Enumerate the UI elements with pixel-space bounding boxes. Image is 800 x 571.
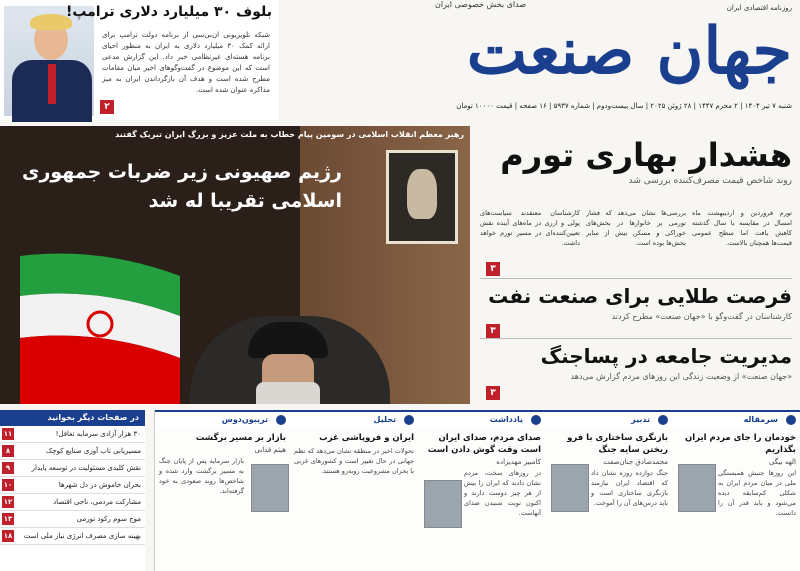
photo-headline[interactable]: رژیم صهیونی زیر ضربات جمهوری اسلامی تقریبا له شد <box>22 161 342 212</box>
column-headline[interactable]: ایران و فروپاشی غرب <box>319 433 414 443</box>
page-number: ۸ <box>2 445 14 457</box>
third-headline[interactable]: مدیریت جامعه در پساجنگ <box>540 344 792 368</box>
lead-col: بررسی‌ها نشان می‌دهد که فشار تورمی بر خانوارها در بخش‌های خوراکی و مسکن بیش از سایر بخش‌ها بوده است. <box>586 209 686 247</box>
index-text: بهینه سازی مصرف انرژی نیاز ملی است <box>23 532 141 540</box>
page-number: ۱۲ <box>3 498 13 506</box>
second-story[interactable] <box>480 284 792 321</box>
column-author: الهه بیگی <box>768 458 796 466</box>
column-body: جنگ دوازده روزه نشان داد که اقتصاد ایران نیازمند بازنگری ساختاری است و باید درس‌های آن را آموخت. <box>591 469 668 507</box>
bullet-icon <box>404 415 414 425</box>
index-item[interactable] <box>0 494 145 511</box>
section-label: تدبیر <box>631 415 650 424</box>
index-item[interactable] <box>0 511 145 528</box>
column-author: کامبیز مهدیزاده <box>496 458 541 466</box>
column-analysis[interactable] <box>289 410 418 571</box>
column-headline[interactable]: خودمان را جای مردم ایران بگذاریم <box>685 433 796 455</box>
index-item[interactable] <box>0 460 145 477</box>
trump-photo <box>4 6 94 116</box>
column-tribune[interactable] <box>154 410 290 571</box>
trump-body: شبکه تلویزیونی ان‌بی‌سی از برنامه دولت ترامپ برای ارائه کمک ۳۰ میلیارد دلاری به ایران به منظور احیای برنامه هسته‌ای غیرنظامی خبر داد. این گزارش مدعی است که این موضوع در گفت‌وگوهای اخیر میان مقامات مطرح شده است و هدف آن بازگرداندن ایران به میز مذاکره عنوان شده است. <box>102 31 270 94</box>
section-label: تحلیل <box>373 415 396 424</box>
page-number: ۱۱ <box>3 430 13 438</box>
main-photo[interactable] <box>0 126 470 404</box>
index-list <box>0 426 145 545</box>
section-label: تریبون‌دوس <box>221 415 268 424</box>
newspaper-logo[interactable]: جهان صنعت <box>466 14 792 89</box>
column-body: تحولات اخیر در منطقه نشان می‌دهد که نظم جهانی در حال تغییر است و کشورهای غربی با بحران مشروعیت روبه‌رو هستند. <box>294 447 414 475</box>
column-tadbir[interactable] <box>544 410 672 571</box>
second-subhead: کارشناسان در گفت‌وگو با «جهان صنعت» مطرح کردند <box>611 312 792 321</box>
section-header <box>672 410 800 428</box>
iran-flag-icon <box>20 246 180 404</box>
page-ref: ۳ <box>486 324 500 338</box>
dateline: شنبه ۷ تیر ۱۴۰۴ | ۲ محرم ۱۴۴۷ | ۲۸ ژوئن ۲۰۲۵ | سال بیست‌ودوم | شماره ۵۹۳۷ | ۱۶ صفحه | قیمت ۱۰۰۰۰ تومان <box>456 102 792 110</box>
column-headline[interactable]: صدای مردم، صدای ایران است وقت گوش دادن است <box>427 433 541 455</box>
column-author: هیثم قدابی <box>254 446 286 454</box>
lead-headline[interactable]: هشدار بهاری تورم <box>500 136 792 174</box>
page-number: ۱۸ <box>3 532 13 540</box>
lead-subhead: روند شاخص قیمت مصرف‌کننده بررسی شد <box>628 176 792 186</box>
photo-caption: رهبر معظم انقلاب اسلامی در سومین پیام خطاب به ملت عزیز و بزرگ ایران تبریک گفتند <box>115 130 464 139</box>
page-number: ۱۰ <box>3 481 13 489</box>
divider <box>480 338 792 339</box>
index-text: موج سوم رکود تورمی <box>76 515 141 523</box>
column-note[interactable] <box>417 410 545 571</box>
lead-col: تورم فروردین و اردیبهشت ماه امسال در مقایسه با سال گذشته کاهش یافت اما سطح عمومی قیمت‌ها همچنان بالاست. <box>692 209 792 247</box>
index-item[interactable] <box>0 426 145 443</box>
portrait-face <box>407 169 437 219</box>
author-photo <box>251 464 289 512</box>
index-item[interactable] <box>0 443 145 460</box>
trump-teaser[interactable] <box>0 0 278 120</box>
second-headline[interactable]: فرصت طلایی برای صنعت نفت <box>488 284 792 308</box>
owner-label: روزنامه اقتصادی ایران <box>726 4 792 12</box>
lead-col: کارشناسان معتقدند سیاست‌های پولی و ارزی در ماه‌های آینده نقش تعیین‌کننده‌ای در مسیر تورم خواهد داشت. <box>480 209 580 247</box>
author-photo <box>678 464 716 512</box>
section-header <box>290 410 418 428</box>
index-text: ۳۰ هزار آزادی سرمایه تغافل! <box>55 430 141 438</box>
tagline: صدای بخش خصوصی ایران <box>435 0 527 9</box>
column-body: در روزهای سخت، مردم نشان دادند که ایران را بیش از هر چیز دوست دارند و اکنون نوبت شنیدن صدای آنهاست. <box>464 469 541 517</box>
beard-shape <box>256 382 320 404</box>
lead-body <box>480 208 792 270</box>
lead-story[interactable] <box>480 136 792 186</box>
third-story[interactable] <box>480 344 792 381</box>
page-ref: ۳ <box>486 386 500 400</box>
index-item[interactable] <box>0 528 145 545</box>
bullet-icon <box>276 415 286 425</box>
author-photo <box>424 480 462 528</box>
page-number: ۱۳ <box>3 515 13 523</box>
column-body: این روزها جنبش همبستگی ملی در میان مردم ایران به شکلی کم‌سابقه دیده می‌شود و باید قدر آن را دانست. <box>718 469 796 517</box>
section-header <box>418 410 545 428</box>
index-text: مسیریابی تاب آوری صنایع کوچک <box>46 447 141 455</box>
bullet-icon <box>658 415 668 425</box>
column-editorial[interactable] <box>671 410 800 571</box>
page-ref: ۲ <box>100 100 114 114</box>
index-title: در صفحات دیگر بخوانید <box>0 410 145 426</box>
index-box <box>0 410 145 571</box>
column-author: محمدصادق جنان‌صفت <box>603 458 668 466</box>
index-text: بحران خاموش در دل شهرها <box>58 481 141 489</box>
page-ref: ۳ <box>486 262 500 276</box>
index-item[interactable] <box>0 477 145 494</box>
section-header <box>155 410 290 428</box>
column-headline[interactable]: بازنگری ساختاری با فرو ریختن سایه جنگ <box>567 433 668 455</box>
bullet-icon <box>786 415 796 425</box>
page-number: ۹ <box>2 462 14 474</box>
masthead <box>280 0 800 118</box>
divider <box>480 278 792 279</box>
author-photo <box>551 464 589 512</box>
trump-headline[interactable]: بلوف ۳۰ میلیارد دلاری ترامپ! <box>65 4 272 20</box>
section-label: سرمقاله <box>743 415 778 424</box>
tie-shape <box>48 64 56 104</box>
bullet-icon <box>531 415 541 425</box>
column-headline[interactable]: بازار بر مسیر برگشت <box>195 433 286 443</box>
portrait-frame <box>386 150 458 244</box>
third-subhead: «جهان صنعت» از وضعیت زندگی این روزهای مردم گزارش می‌دهد <box>570 372 792 381</box>
index-text: نقش کلیدی مسئولیت در توسعه پایدار <box>31 464 141 472</box>
column-body: بازار سرمایه پس از پایان جنگ به مسیر برگشت وارد شده و شاخص‌ها روند صعودی به خود گرفته‌اند. <box>159 457 244 495</box>
index-text: مشارکت مردمی، ناجی اقتصاد <box>53 498 141 506</box>
section-header <box>545 410 672 428</box>
section-label: یادداشت <box>489 415 523 424</box>
